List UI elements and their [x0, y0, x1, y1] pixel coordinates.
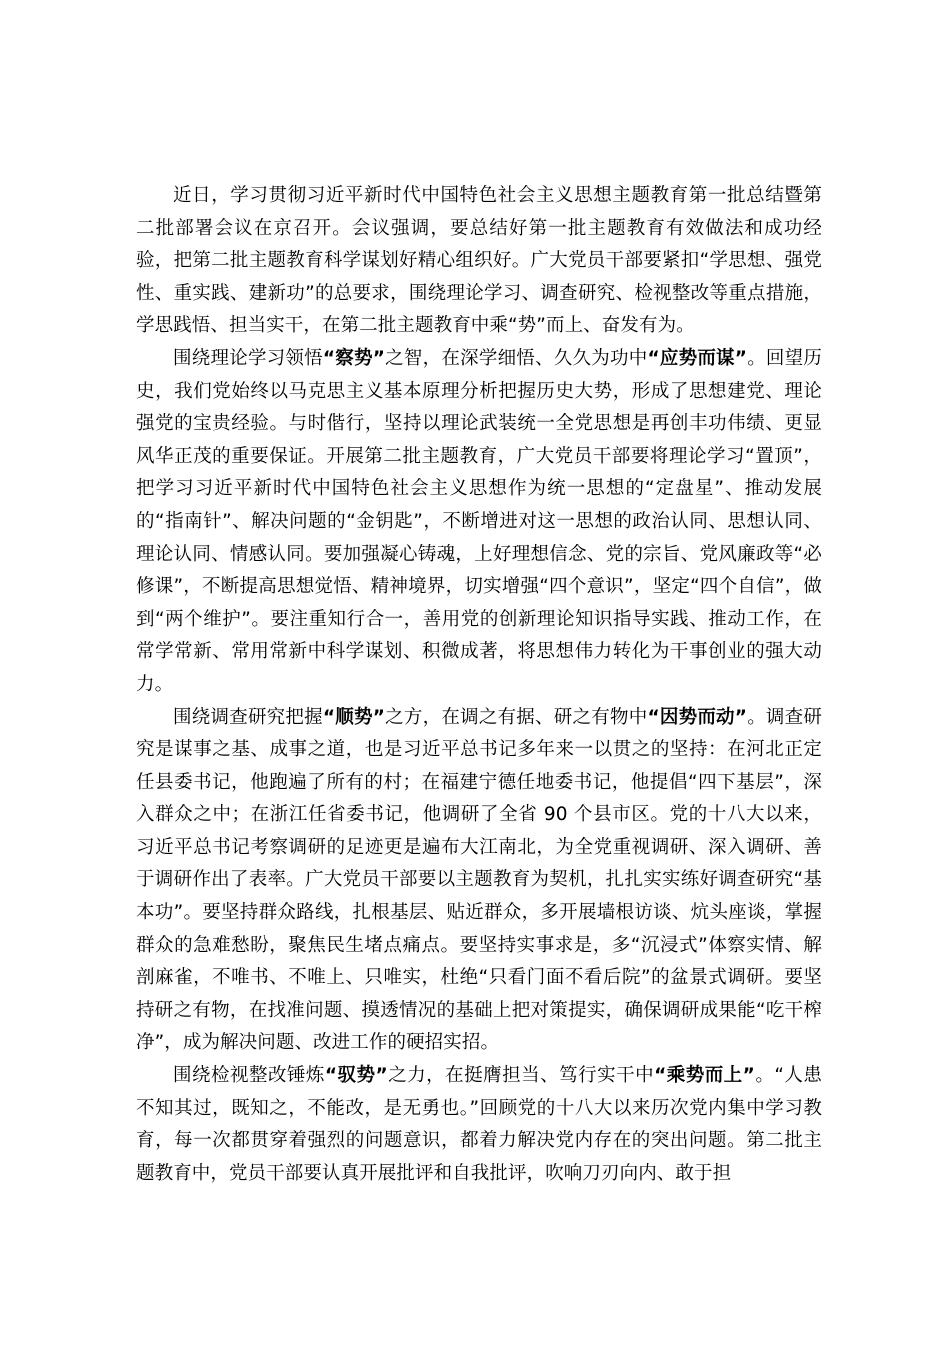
bold-keyword: “驭势” [324, 1065, 388, 1087]
bold-keyword: “顺势” [322, 706, 386, 728]
paragraph-text: 之力，在挺膺担当、笃行实干中 [387, 1065, 655, 1087]
bold-keyword: “乘势而上” [654, 1065, 755, 1087]
paragraph-theory-study [136, 343, 822, 702]
paragraph-text: 近日，学习贯彻习近平新时代中国特色社会主义思想主题教育第一批总结暨第二批部署会议在京召开。会议强调，要总结好第一批主题教育有效做法和成功经验，把第二批主题教育科学谋划好精心组织好。广大党员干部要紧扣“学思想、强党性、重实践、建新功”的总要求，围绕理论学习、调查研究、检视整改等重点措施，学思践悟、担当实干，在第二批主题教育中乘“势”而上、奋发有为。 [136, 185, 822, 337]
paragraph-intro [136, 180, 822, 343]
paragraph-text: 。调查研究是谋事之基、成事之道，也是习近平总书记多年来一以贯之的坚持：在河北正定任县委书记，他跑遍了所有的村；在福建宁德任地委书记，他提倡“四下基层”，深入群众之中；在浙江任省委书记，他调研了全省 90 个县市区。党的十八大以来，习近平总书记考察调研的足迹更是遍布大江南北，为全党重视调研、深入调研、善于调研作出了表率。广大党员干部要以主题教育为契机，扎扎实实练好调查研究“基本功”。要坚持群众路线，扎根基层、贴近群众，多开展墙根访谈、炕头座谈，掌握群众的急难愁盼，聚焦民生堵点痛点。要坚持实事求是，多“沉浸式”体察实情、解剖麻雀，不唯书、不唯上、只唯实，杜绝“只看门面不看后院”的盆景式调研。要坚持研之有物，在找准问题、摸透情况的基础上把对策提实，确保调研成果能“吃干榨净”，成为解决问题、改进工作的硬招实招。 [136, 706, 823, 1054]
paragraph-text: 围绕调查研究把握 [173, 706, 323, 728]
paragraph-text: 。“人患不知其过，既知之，不能改，是无勇也。”回顾党的十八大以来历次党内集中学习教育，每一次都贯穿着强烈的问题意识，都着力解决党内存在的突出问题。第二批主题教育中，党员干部要认真开展批评和自我批评，吹响刀刃向内、敢于担 [136, 1065, 822, 1184]
paragraph-text: 之智，在深学细悟、久久为功中 [385, 347, 648, 369]
paragraph-text: 之方，在调之有据、研之有物中 [385, 706, 648, 728]
paragraph-rectification [136, 1060, 822, 1190]
paragraph-text: 围绕理论学习领悟 [173, 347, 323, 369]
paragraph-investigation [136, 702, 822, 1061]
bold-keyword: “因势而动” [647, 706, 748, 728]
bold-keyword: “察势” [322, 347, 386, 369]
paragraph-text: 围绕检视整改锤炼 [173, 1065, 325, 1087]
article-body [136, 180, 822, 1190]
bold-keyword: “应势而谋” [647, 347, 748, 369]
paragraph-text: 。回望历史，我们党始终以马克思主义基本原理分析把握历史大势，形成了思想建党、理论强党的宝贵经验。与时偕行，坚持以理论武装统一全党思想是再创丰功伟绩、更显风华正茂的重要保证。开展第二批主题教育，广大党员干部要将理论学习“置顶”，把学习习近平新时代中国特色社会主义思想作为统一思想的“定盘星”、推动发展的“指南针”、解决问题的“金钥匙”，不断增进对这一思想的政治认同、思想认同、理论认同、情感认同。要加强凝心铸魂，上好理想信念、党的宗旨、党风廉政等“必修课”，不断提高思想觉悟、精神境界，切实增强“四个意识”，坚定“四个自信”，做到“两个维护”。要注重知行合一，善用党的创新理论知识指导实践、推动工作，在常学常新、常用常新中科学谋划、积微成著，将思想伟力转化为干事创业的强大动力。 [136, 347, 823, 695]
